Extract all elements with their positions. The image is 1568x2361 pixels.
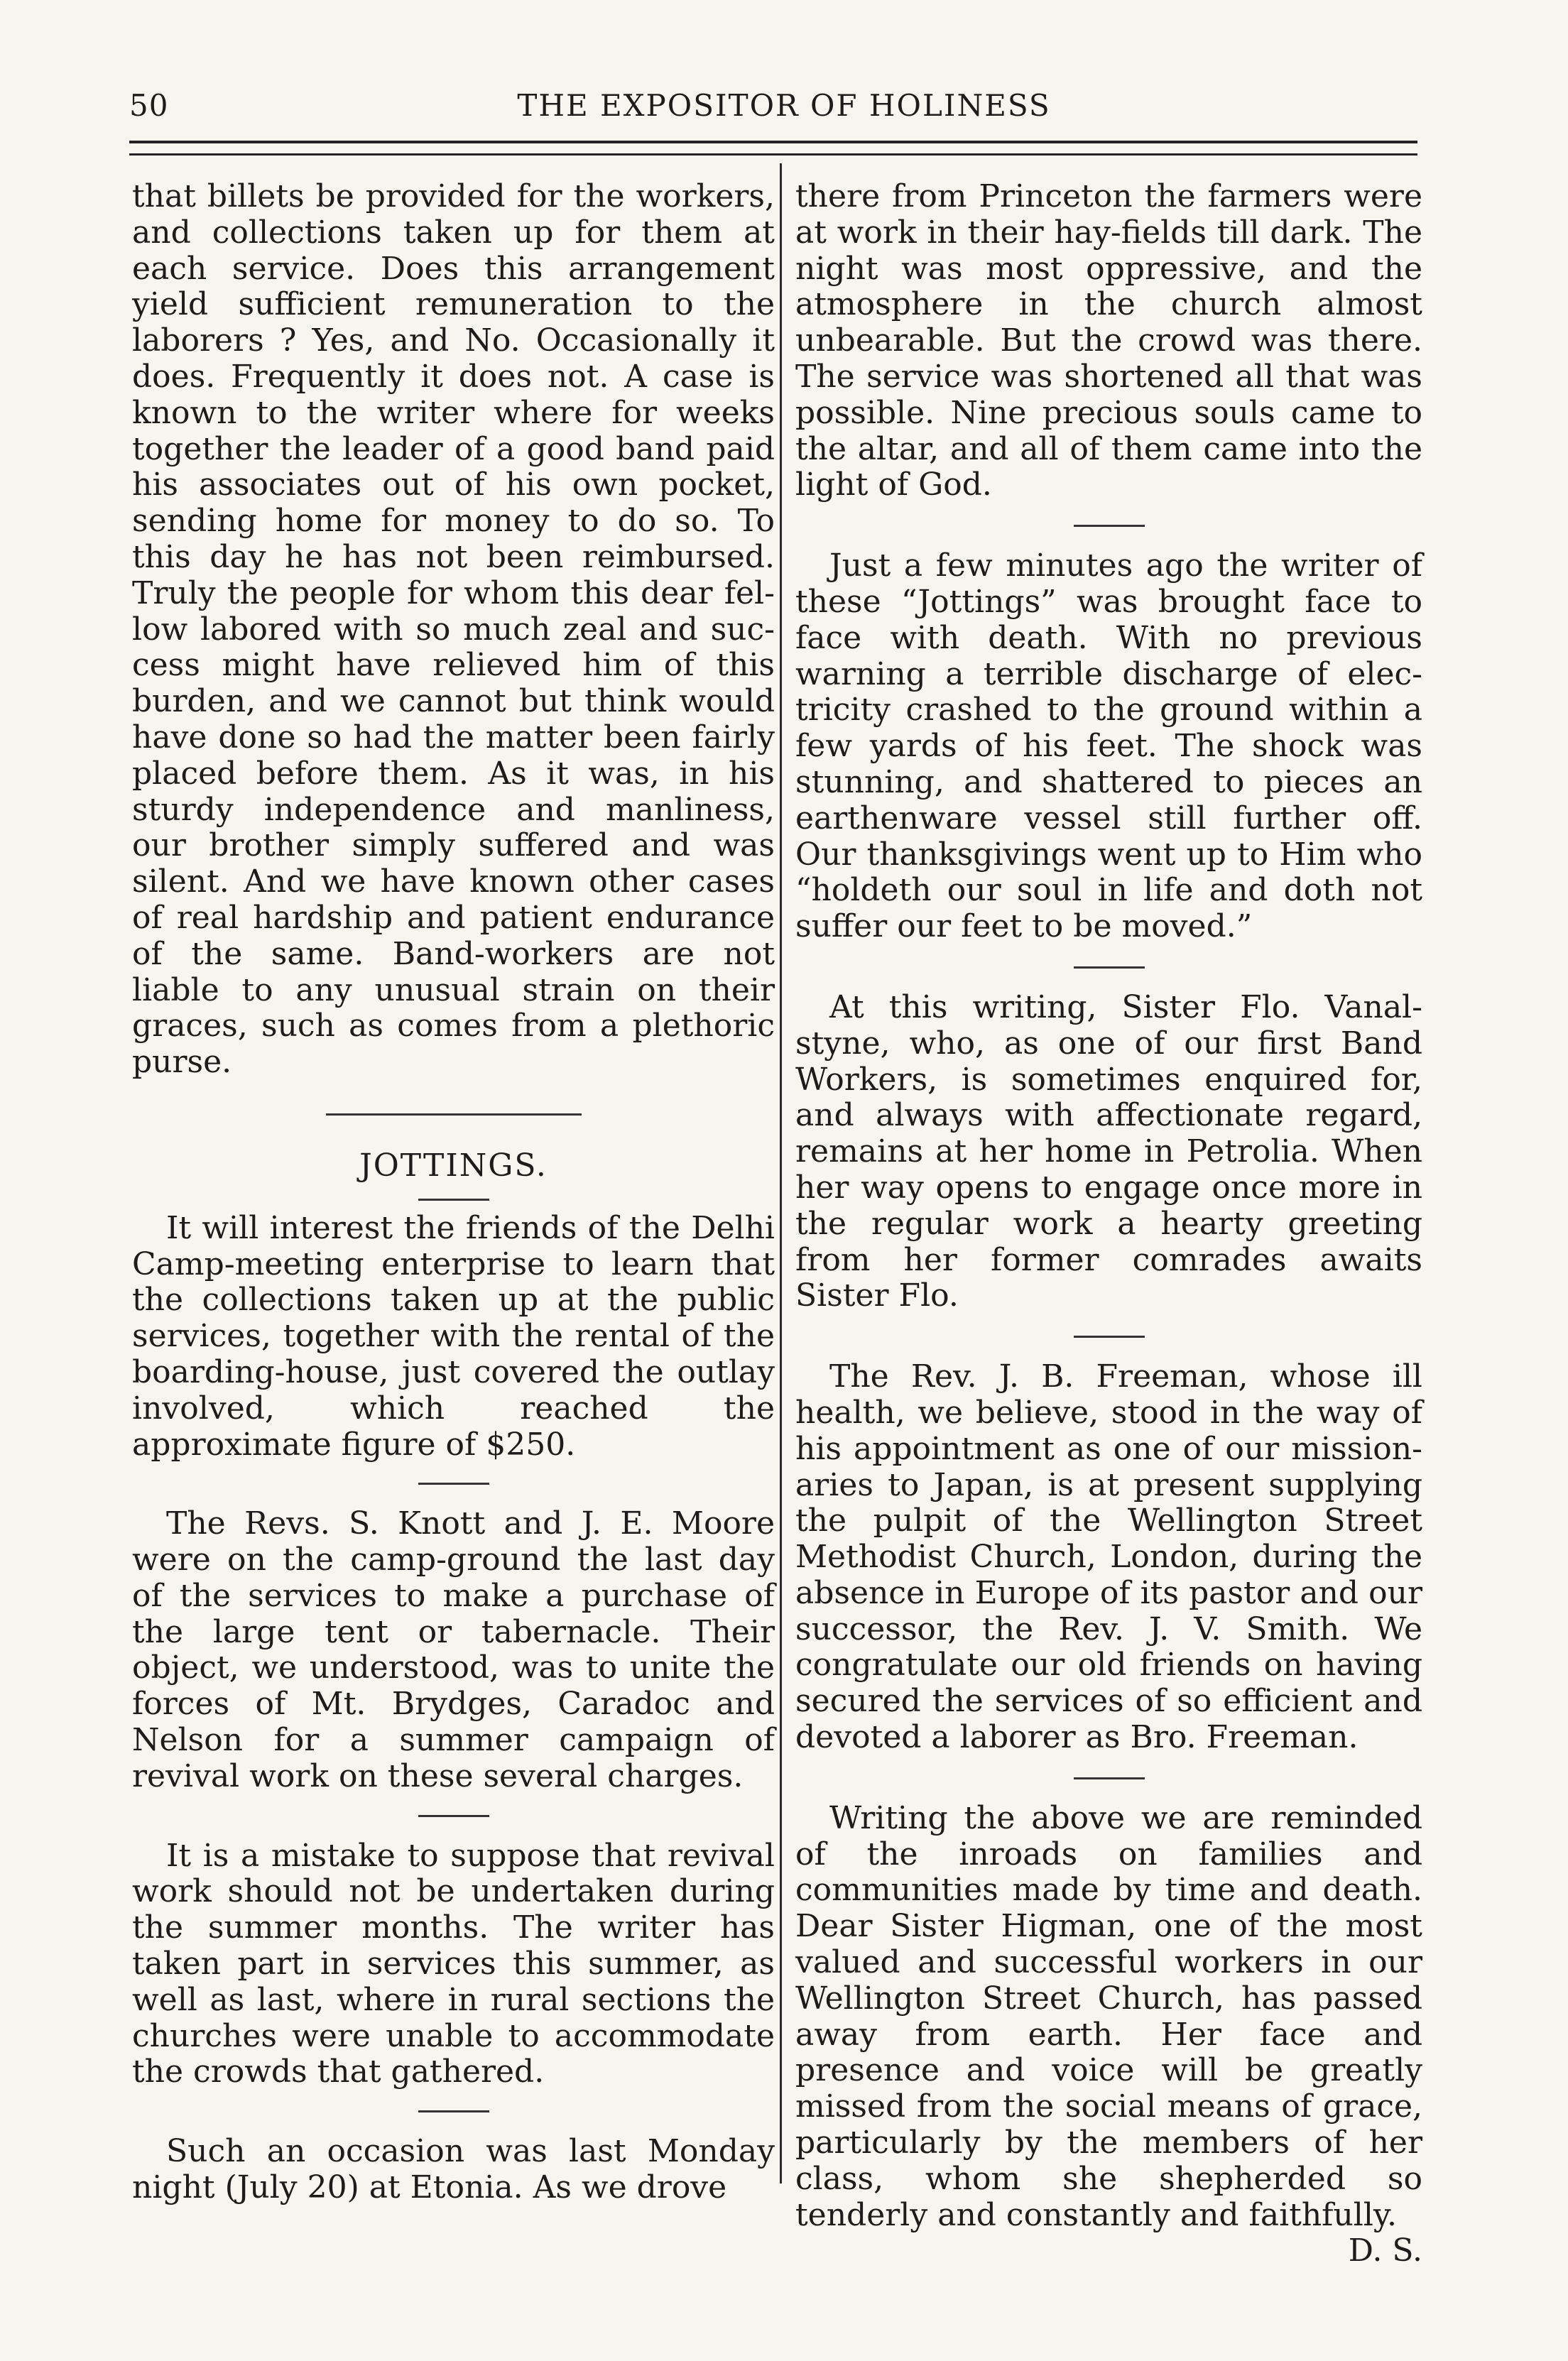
item-divider (418, 2110, 489, 2112)
left-paragraph-5: Such an occasion was last Monday night (July 20) at Etonia. As we drove (132, 2133, 775, 2206)
header-rule-bottom (129, 153, 1417, 156)
right-paragraph-1: there from Princeton the farmers were at work in their hay-fields till dark. The night was most oppressive, and the atmosphere in the church almost unbearable. But the crowd was there. The service was shortened all that was possible. Nine precious souls came to the altar, and all of them came into the light of God. (795, 178, 1422, 503)
left-paragraph-3: The Revs. S. Knott and J. E. Moore were on the camp-ground the last day of the services to make a purchase of the large tent or tabernacle. Their object, we understood, was to unite the forces of Mt. Brydges, Caradoc and Nelson for a summer campaign of revival work on these several charges. (132, 1505, 775, 1794)
heading-underline (418, 1199, 489, 1201)
page-number: 50 (129, 88, 169, 123)
item-divider (1074, 966, 1145, 969)
section-divider (326, 1113, 582, 1116)
right-paragraph-2: Just a few minutes ago the writer of these “Jottings” was brought face to face with death. With no previous warning a terrible discharge of electricity crashed to the ground within a few yards of his feet. The shock was stunning, and shattered to pieces an earthenware vessel still further off. Our thanksgivings went up to Him who “holdeth our soul in life and doth not suffer our feet to be moved.” (795, 547, 1422, 945)
left-column (132, 179, 775, 2206)
right-column (795, 179, 1422, 2269)
left-paragraph-1: that billets be provided for the workers, and collections taken up for them at each service. Does this arrangement yield sufficient remuneration to the laborers ? Yes, and No. Occasionally it does. Frequently it does not. A case is known to the writer where for weeks together the leader of a good band paid his associates out of his own pocket, sending home for money to do so. To this day he has not been reimbursed. Truly the people for whom this dear fellow labored with so much zeal and success might have relieved him of this burden, and we cannot but think would have done so had the matter been fairly placed before them. As it was, in his sturdy independence and manliness, our brother simply suffered and was silent. And we have known other cases of real hardship and patient endurance of the same. Band-workers are not liable to any unusual strain on their graces, such as comes from a plethoric purse. (132, 178, 775, 1081)
left-paragraph-2: It will interest the friends of the Delhi Camp-meeting enterprise to learn that the collections taken up at the public services, together with the rental of the boarding-house, just covered the outlay involved, which reached the approximate figure of $250. (132, 1209, 775, 1463)
item-divider (418, 1483, 489, 1485)
item-divider (1074, 1336, 1145, 1338)
section-heading: JOTTINGS. (359, 1147, 548, 1184)
right-paragraph-3: At this writing, Sister Flo. Vanalstyne, who, as one of our first Band Workers, is sometimes enquired for, and always with affectionate regard, remains at her home in Petrolia. When her way opens to engage once more in the regular work a hearty greeting from her former comrades awaits Sister Flo. (795, 988, 1422, 1314)
left-paragraph-4: It is a mistake to suppose that revival work should not be undertaken during the summer months. The writer has taken part in services this summer, as well as last, where in rural sections the churches were unable to accommodate the crowds that gathered. (132, 1837, 775, 2090)
item-divider (418, 1815, 489, 1817)
item-divider (1074, 525, 1145, 527)
header-rule-top (129, 141, 1417, 143)
running-title: THE EXPOSITOR OF HOLINESS (517, 88, 1051, 123)
item-divider (1074, 1777, 1145, 1779)
right-paragraph-5-text: Writing the above we are reminded of the inroads on families and communities made by time and death. Dear Sister Higman, one of the most valued and successful workers in our Wellington Street Church, has passed away from earth. Her face and presence and voice will be greatly missed from the social means of grace, particularly by the members of her class, whom she shepherded so tenderly and constantly and faithfully. (795, 1799, 1422, 2233)
signature: D. S. (1348, 2232, 1422, 2269)
right-paragraph-5 (795, 1799, 1422, 2269)
column-divider (780, 163, 782, 2183)
right-paragraph-4: The Rev. J. B. Freeman, whose ill health, we believe, stood in the way of his appointment as one of our missionaries to Japan, is at present supplying the pulpit of the Wellington Street Methodist Church, London, during the absence in Europe of its pastor and our successor, the Rev. J. V. Smith. We congratulate our old friends on having secured the services of so efficient and devoted a laborer as Bro. Freeman. (795, 1358, 1422, 1756)
